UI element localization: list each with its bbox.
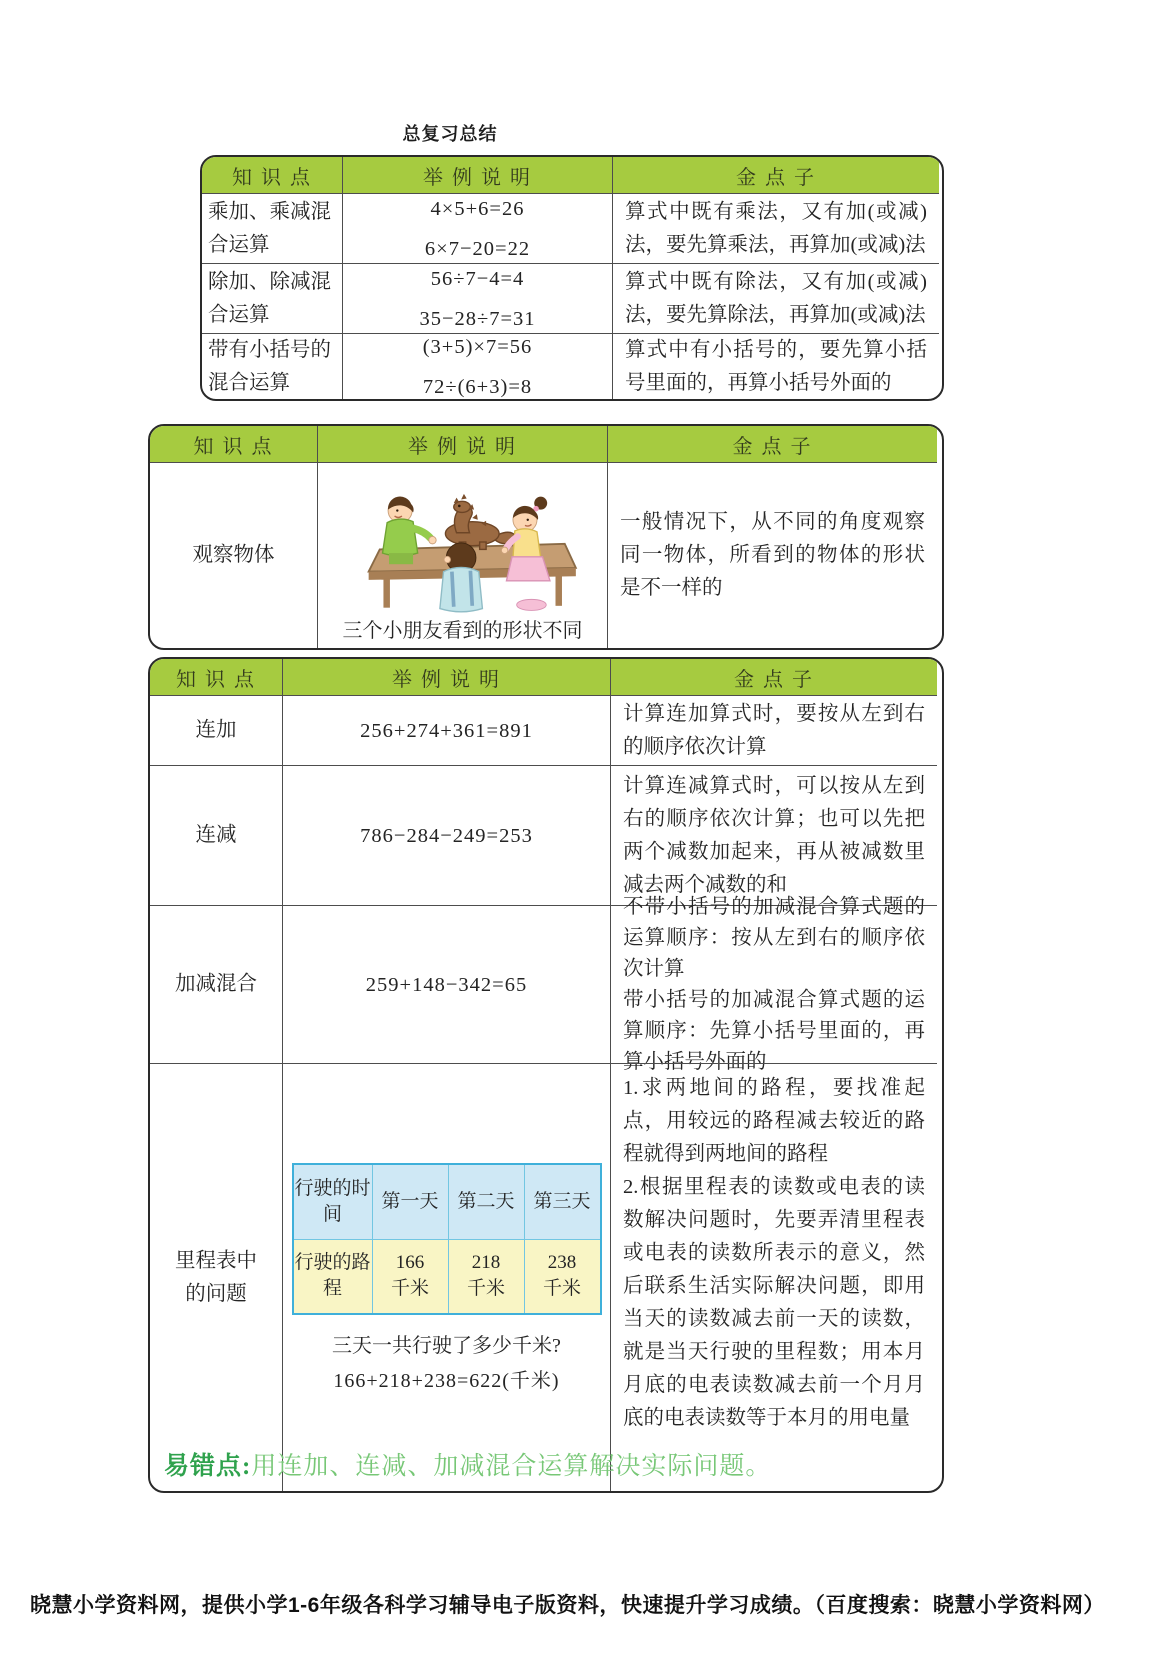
mixed-operations-table <box>200 155 944 401</box>
error-prone-note <box>164 1446 771 1482</box>
mileage-value-cell: 218 千米 <box>448 1239 524 1313</box>
t1-header-example: 举 例 说 明 <box>342 157 612 193</box>
mileage-row-label-cell: 行驶的路程 <box>294 1239 372 1313</box>
t3-header-knowledge-point: 知 识 点 <box>150 659 282 695</box>
t1-header-tip: 金 点 子 <box>612 157 939 193</box>
illustration-caption: 三个小朋友看到的形状不同 <box>342 619 583 642</box>
mileage-day-cell: 第二天 <box>448 1165 524 1239</box>
mileage-equation: 166+218+238=622(千米) <box>333 1369 560 1392</box>
tip-cell: 计算连减算式时，可以按从左到右的顺序依次计算；也可以先把两个减数加起来，再从被减数里减去两个减数的和 <box>610 765 937 905</box>
equation: 56÷7−4=4 <box>430 267 525 290</box>
example-cell <box>282 765 610 905</box>
equation: (3+5)×7=56 <box>422 335 533 358</box>
tip-cell: 计算连加算式时，要按从左到右的顺序依次计算 <box>610 695 937 765</box>
children-observing-dinosaur-illustration <box>329 468 597 616</box>
mileage-day-cell: 第一天 <box>372 1165 448 1239</box>
tip-cell: 算式中既有乘法，又有加(或减)法，要先算乘法，再算加(或减)法 <box>612 193 939 263</box>
t2-header-tip: 金 点 子 <box>607 426 937 462</box>
t1-header-knowledge-point: 知 识 点 <box>202 157 342 193</box>
example-cell <box>317 462 607 648</box>
mileage-corner-cell: 行驶的时间 <box>294 1165 372 1239</box>
page-title: 总复习总结 <box>402 124 498 144</box>
knowledge-point-cell: 里程表中的问题 <box>150 1063 282 1491</box>
mileage-day-cell: 第三天 <box>524 1165 600 1239</box>
observing-objects-table <box>148 424 944 650</box>
example-cell <box>342 193 612 263</box>
site-footer-text: 晓慧小学资料网，提供小学1-6年级各科学习辅导电子版资料，快速提升学习成绩。（百度搜索：晓慧小学资料网） <box>30 1594 1105 1617</box>
equation: 786−284−249=253 <box>360 824 533 847</box>
equation: 35−28÷7=31 <box>419 307 536 330</box>
tip-cell: 1.求两地间的路程，要找准起点，用较远的路程减去较近的路程就得到两地间的路程 2.根据里程表的读数或电表的读数解决问题时，先要弄清里程表或电表的读数所表示的意义，然后联系生活实际解决问题，即用当天的读数减去前一天的读数，就是当天行驶的里程数；用本月月底的电表读数减去前一个月月底的电表读数等于本月的用电量 <box>610 1063 937 1491</box>
example-cell <box>282 695 610 765</box>
knowledge-point-cell: 观察物体 <box>150 462 317 648</box>
error-note-label: 易错点: <box>164 1453 252 1480</box>
add-subtract-table <box>148 657 944 1493</box>
example-cell <box>282 905 610 1063</box>
t2-header-example: 举 例 说 明 <box>317 426 607 462</box>
knowledge-point-cell: 连减 <box>150 765 282 905</box>
t3-header-example: 举 例 说 明 <box>282 659 610 695</box>
equation: 259+148−342=65 <box>365 973 528 996</box>
knowledge-point-cell: 加减混合 <box>150 905 282 1063</box>
dinosaur-toy-graphic <box>445 493 515 549</box>
mileage-table <box>292 1163 602 1315</box>
equation: 6×7−20=22 <box>424 237 531 260</box>
error-note-text: 用连加、连减、加减混合运算解决实际问题。 <box>251 1453 772 1480</box>
t2-header-knowledge-point: 知 识 点 <box>150 426 317 462</box>
equation: 72÷(6+3)=8 <box>422 375 533 398</box>
t3-header-tip: 金 点 子 <box>610 659 937 695</box>
example-cell <box>342 263 612 333</box>
example-cell <box>342 333 612 399</box>
mileage-value-cell: 238 千米 <box>524 1239 600 1313</box>
tip-cell: 一般情况下，从不同的角度观察同一物体，所看到的物体的形状是不一样的 <box>607 462 937 648</box>
example-cell <box>282 1063 610 1491</box>
knowledge-point-cell: 除加、除减混合运算 <box>202 263 342 333</box>
equation: 4×5+6=26 <box>430 197 525 220</box>
mileage-question: 三天一共行驶了多少千米? <box>332 1334 561 1357</box>
knowledge-point-cell: 乘加、乘减混合运算 <box>202 193 342 263</box>
tip-cell: 算式中既有除法，又有加(或减)法，要先算除法，再算加(或减)法 <box>612 263 939 333</box>
mileage-value-cell: 166 千米 <box>372 1239 448 1313</box>
knowledge-point-cell: 连加 <box>150 695 282 765</box>
knowledge-point-cell: 带有小括号的混合运算 <box>202 333 342 399</box>
tip-cell: 算式中有小括号的，要先算小括号里面的，再算小括号外面的 <box>612 333 939 399</box>
tip-cell: 不带小括号的加减混合算式题的运算顺序：按从左到右的顺序依次计算 带小括号的加减混合算式题的运算顺序：先算小括号里面的，再算小括号外面的 <box>610 905 937 1063</box>
equation: 256+274+361=891 <box>360 719 533 742</box>
